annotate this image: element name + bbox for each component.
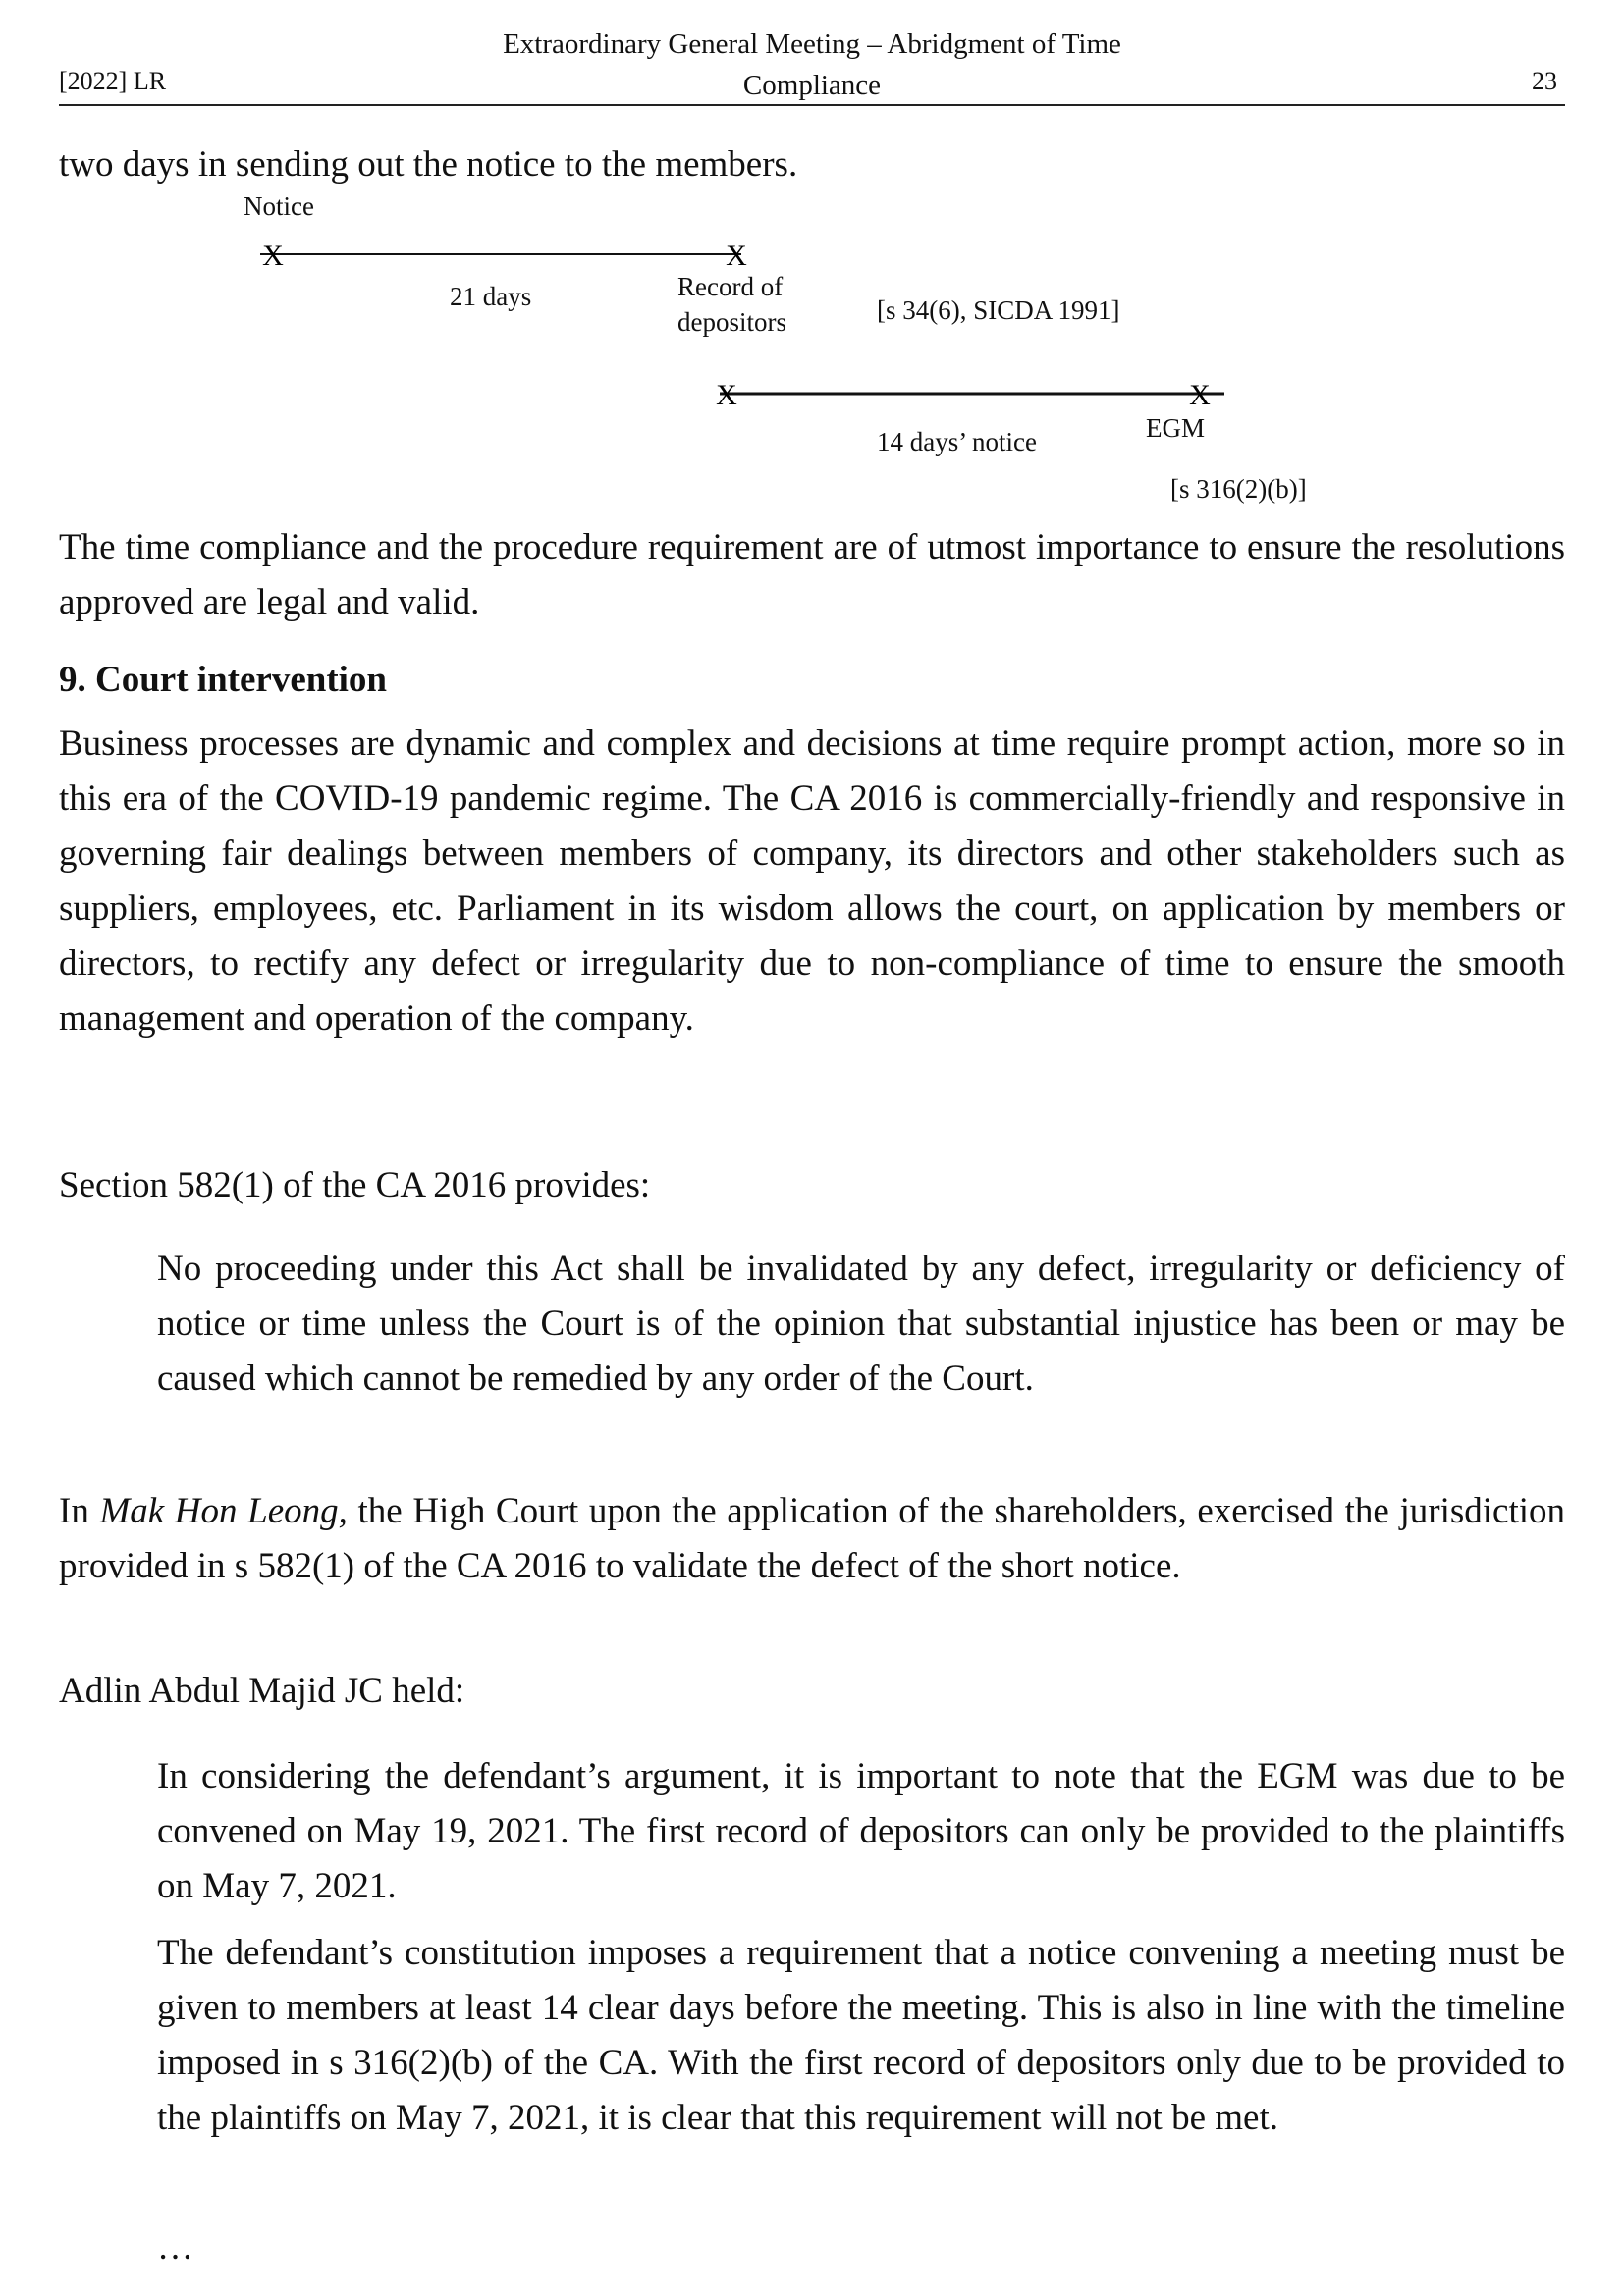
- quote-section-582: No proceeding under this Act shall be invalidated by any defect, irregularity or deficiency of notice or time unless the Court is of the opinion that substantial injustice has been or may be caused which cannot be remedied by any order of the Court.: [157, 1249, 1565, 1399]
- mak-rest: the High Court upon the application of the shareholders, exercised the jurisdiction provided in s 582(1) of the CA 2016 to validate the defect of the short notice.: [59, 1491, 1566, 1586]
- page-header: [59, 22, 1565, 106]
- journal-citation: [2022] LR: [59, 67, 167, 95]
- record-start-marker-icon: X: [716, 379, 737, 411]
- fourteen-days-label: 14 days’ notice: [877, 427, 1037, 456]
- running-title: [59, 24, 1565, 106]
- record-marker-icon: X: [726, 240, 747, 272]
- case-name: Mak Hon Leong,: [99, 1491, 348, 1531]
- page-number: 23: [1532, 67, 1557, 95]
- egm-marker-icon: X: [1189, 379, 1211, 411]
- intro-line: two days in sending out the notice to the members.: [59, 144, 798, 185]
- record-of-depositors-label: [677, 269, 786, 340]
- egm-label: EGM: [1146, 413, 1205, 443]
- paragraph-time-compliance: The time compliance and the procedure requirement are of utmost importance to ensure the resolutions approved are legal and valid.: [59, 527, 1565, 622]
- notice-marker-icon: X: [262, 240, 284, 272]
- record-label-line-2: depositors: [677, 307, 786, 337]
- paragraph-mak-hon-leong: [59, 1484, 1565, 1594]
- paragraph-adlin-held: Adlin Abdul Majid JC held:: [59, 1671, 465, 1711]
- ellipsis: …: [157, 2227, 193, 2268]
- paragraph-section-582: Section 582(1) of the CA 2016 provides:: [59, 1165, 651, 1205]
- ca-reference: [s 316(2)(b)]: [1170, 474, 1307, 504]
- sicda-reference: [s 34(6), SICDA 1991]: [877, 295, 1120, 325]
- section-heading: [59, 653, 1565, 708]
- section-number: 9.: [59, 660, 86, 700]
- timeline-lines: [0, 177, 1624, 510]
- mak-prefix: In: [59, 1491, 100, 1531]
- timeline-diagram: [0, 177, 1624, 510]
- quote-egm-date: In considering the defendant’s argument, it is important to note that the EGM was due to be convened on May 19, 2021. The first record of depositors can only be provided to the plaintiffs on May 7, 2021.: [157, 1756, 1565, 1906]
- paragraph-business-processes: Business processes are dynamic and complex and decisions at time require prompt action, more so in this era of the COVID-19 pandemic regime. The CA 2016 is commercially-friendly and responsive in governing fair dealings between members of company, its directors and other stakeholders such as suppliers, employees, etc. Parliament in its wisdom allows the court, on application by members or directors, to rectify any defect or irregularity due to non-compliance of time to ensure the smooth management and operation of the company.: [59, 723, 1565, 1039]
- record-label-line-1: Record of: [677, 272, 784, 301]
- section-title: Court intervention: [95, 660, 387, 700]
- twenty-one-days-label: 21 days: [450, 282, 532, 311]
- quote-constitution: The defendant’s constitution imposes a requirement that a notice convening a meeting must be given to members at least 14 clear days before the meeting. This is also in line with the timeline imposed in s 316(2)(b) of the CA. With the first record of depositors only due to be provided to the plaintiffs on May 7, 2021, it is clear that this requirement will not be met.: [157, 1933, 1565, 2138]
- running-title-line-2: Compliance: [742, 70, 882, 101]
- running-title-line-1: Extraordinary General Meeting – Abridgment of Time: [503, 28, 1121, 60]
- notice-label: Notice: [244, 191, 314, 221]
